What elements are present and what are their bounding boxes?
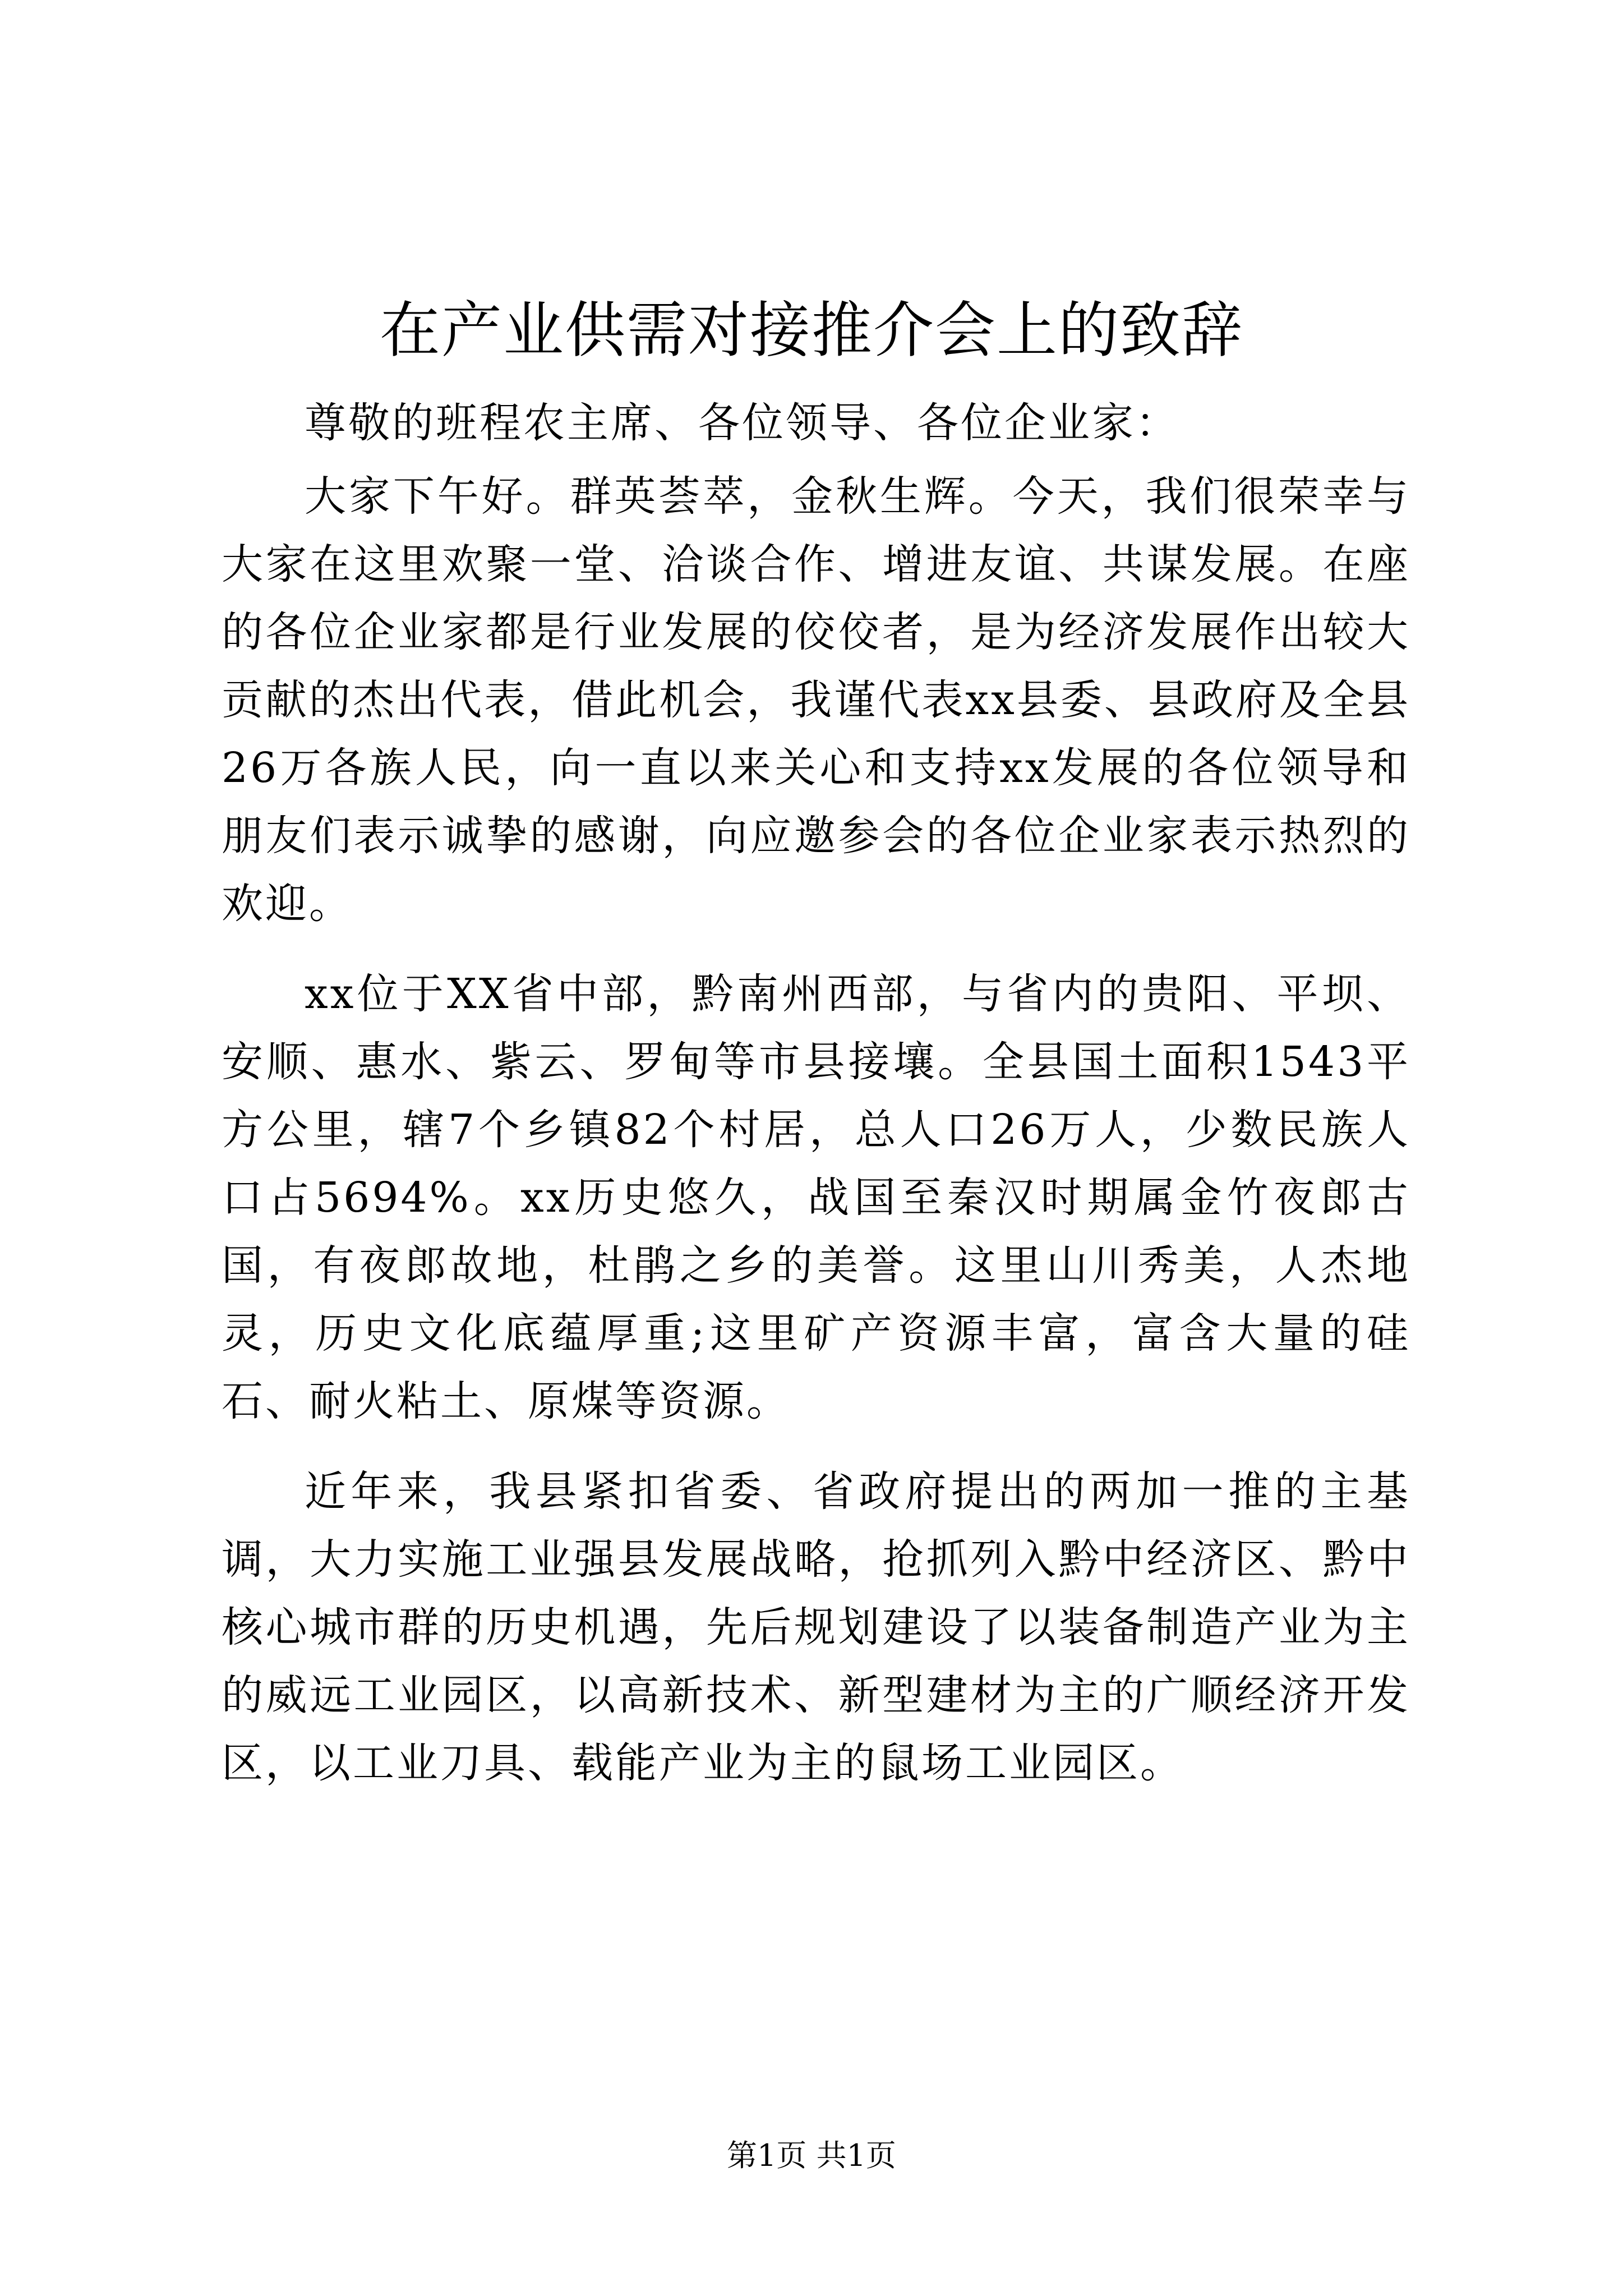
page-footer: 第1页 共1页 [727,2138,896,2173]
paragraph-greeting: 大家下午好。群英荟萃，金秋生辉。今天，我们很荣幸与大家在这里欢聚一堂、洽谈合作、增进友谊、共谋发展。在座的各位企业家都是行业发展的佼佼者，是为经济发展作出较大贡献的杰出代表，借此机会，我谨代表xx县委、县政府及全县26万各族人民，向一直以来关心和支持xx发展的各位领导和朋友们表示诚挚的感谢，向应邀参会的各位企业家表示热烈的欢迎。 [222,472,1410,928]
salutation: 尊敬的班程农主席、各位领导、各位企业家： [305,399,1179,447]
document-title: 在产业供需对接推介会上的致辞 [379,296,1243,366]
paragraph-county-overview: xx位于XX省中部，黔南州西部，与省内的贵阳、平坝、安顺、惠水、紫云、罗甸等市县接壤。全县国土面积1543平方公里，辖7个乡镇82个村居，总人口26万人，少数民族人口占5694%。xx历史悠久，战国至秦汉时期属金竹夜郎古国，有夜郎故地，杜鹃之乡的美誉。这里山川秀美，人杰地灵，历史文化底蕴厚重;这里矿产资源丰富，富含大量的硅石、耐火粘土、原煤等资源。 [222,970,1410,1425]
document-body [222,389,1410,1820]
paragraph-development: 近年来，我县紧扣省委、省政府提出的两加一推的主基调，大力实施工业强县发展战略，抢抓列入黔中经济区、黔中核心城市群的历史机遇，先后规划建设了以装备制造产业为主的威远工业园区，以高新技术、新型建材为主的广顺经济开发区，以工业刀具、载能产业为主的鼠场工业园区。 [222,1467,1410,1787]
